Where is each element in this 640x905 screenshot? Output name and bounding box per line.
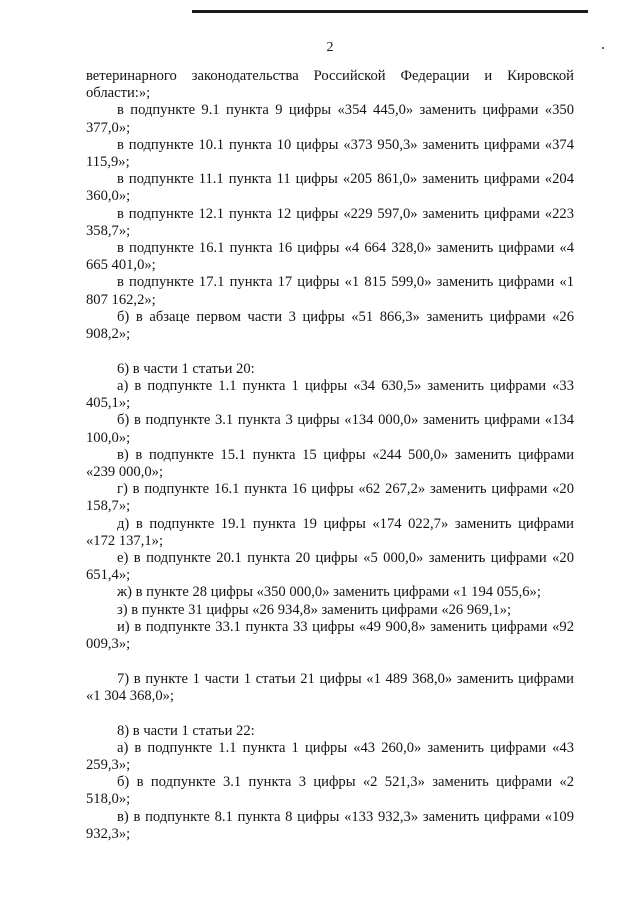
section-gap bbox=[86, 653, 574, 671]
scan-speck bbox=[602, 47, 604, 49]
paragraph-amendment: в подпункте 9.1 пункта 9 цифры «354 445,0» заменить цифрами «350 377,0»; bbox=[86, 102, 574, 136]
top-rule bbox=[192, 10, 588, 13]
section-heading-article-20: 6) в части 1 статьи 20: bbox=[117, 360, 255, 377]
paragraph-amendment: а) в подпункте 1.1 пункта 1 цифры «34 630,5» заменить цифрами «33 405,1»; bbox=[86, 377, 574, 412]
document-body bbox=[86, 68, 574, 843]
paragraph-amendment: в подпункте 11.1 пункта 11 цифры «205 861,0» заменить цифрами «204 360,0»; bbox=[86, 171, 574, 205]
section-heading-article-21: 7) в пункте 1 части 1 статьи 21 цифры «1 489 368,0» заменить цифрами «1 304 368,0»; bbox=[86, 670, 574, 704]
paragraph-amendment: д) в подпункте 19.1 пункта 19 цифры «174 022,7» заменить цифрами «172 137,1»; bbox=[86, 515, 574, 549]
paragraph-amendment: в) в подпункте 15.1 пункта 15 цифры «244 500,0» заменить цифрами «239 000,0»; bbox=[86, 446, 574, 480]
paragraph-amendment: е) в подпункте 20.1 пункта 20 цифры «5 000,0» заменить цифрами «20 651,4»; bbox=[86, 549, 574, 584]
paragraph-continuation: ветеринарного законодательства Российской Федерации и Кировской области:»; bbox=[86, 68, 574, 102]
section-gap bbox=[86, 343, 574, 361]
page-number: 2 bbox=[326, 40, 334, 55]
section-gap bbox=[86, 705, 574, 723]
paragraph-amendment: б) в подпункте 3.1 пункта 3 цифры «2 521,3» заменить цифрами «2 518,0»; bbox=[86, 774, 574, 808]
paragraph-amendment: в) в подпункте 8.1 пункта 8 цифры «133 932,3» заменить цифрами «109 932,3»; bbox=[86, 808, 574, 842]
paragraph-amendment: в подпункте 17.1 пункта 17 цифры «1 815 599,0» заменить цифрами «1 807 162,2»; bbox=[86, 274, 574, 308]
paragraph-amendment: з) в пункте 31 цифры «26 934,8» заменить цифрами «26 969,1»; bbox=[117, 601, 512, 618]
paragraph-amendment: в подпункте 16.1 пункта 16 цифры «4 664 328,0» заменить цифрами «4 665 401,0»; bbox=[86, 240, 574, 274]
paragraph-amendment: и) в подпункте 33.1 пункта 33 цифры «49 900,8» заменить цифрами «92 009,3»; bbox=[86, 618, 574, 652]
paragraph-amendment: г) в подпункте 16.1 пункта 16 цифры «62 267,2» заменить цифрами «20 158,7»; bbox=[86, 481, 574, 515]
paragraph-amendment: в подпункте 12.1 пункта 12 цифры «229 597,0» заменить цифрами «223 358,7»; bbox=[86, 205, 574, 239]
paragraph-amendment: ж) в пункте 28 цифры «350 000,0» заменить цифрами «1 194 055,6»; bbox=[117, 584, 541, 601]
paragraph-amendment: а) в подпункте 1.1 пункта 1 цифры «43 260,0» заменить цифрами «43 259,3»; bbox=[86, 739, 574, 774]
paragraph-amendment: б) в абзаце первом части 3 цифры «51 866,3» заменить цифрами «26 908,2»; bbox=[86, 308, 574, 343]
paragraph-amendment: б) в подпункте 3.1 пункта 3 цифры «134 000,0» заменить цифрами «134 100,0»; bbox=[86, 412, 574, 446]
section-heading-article-22: 8) в части 1 статьи 22: bbox=[117, 722, 255, 739]
paragraph-amendment: в подпункте 10.1 пункта 10 цифры «373 950,3» заменить цифрами «374 115,9»; bbox=[86, 136, 574, 171]
